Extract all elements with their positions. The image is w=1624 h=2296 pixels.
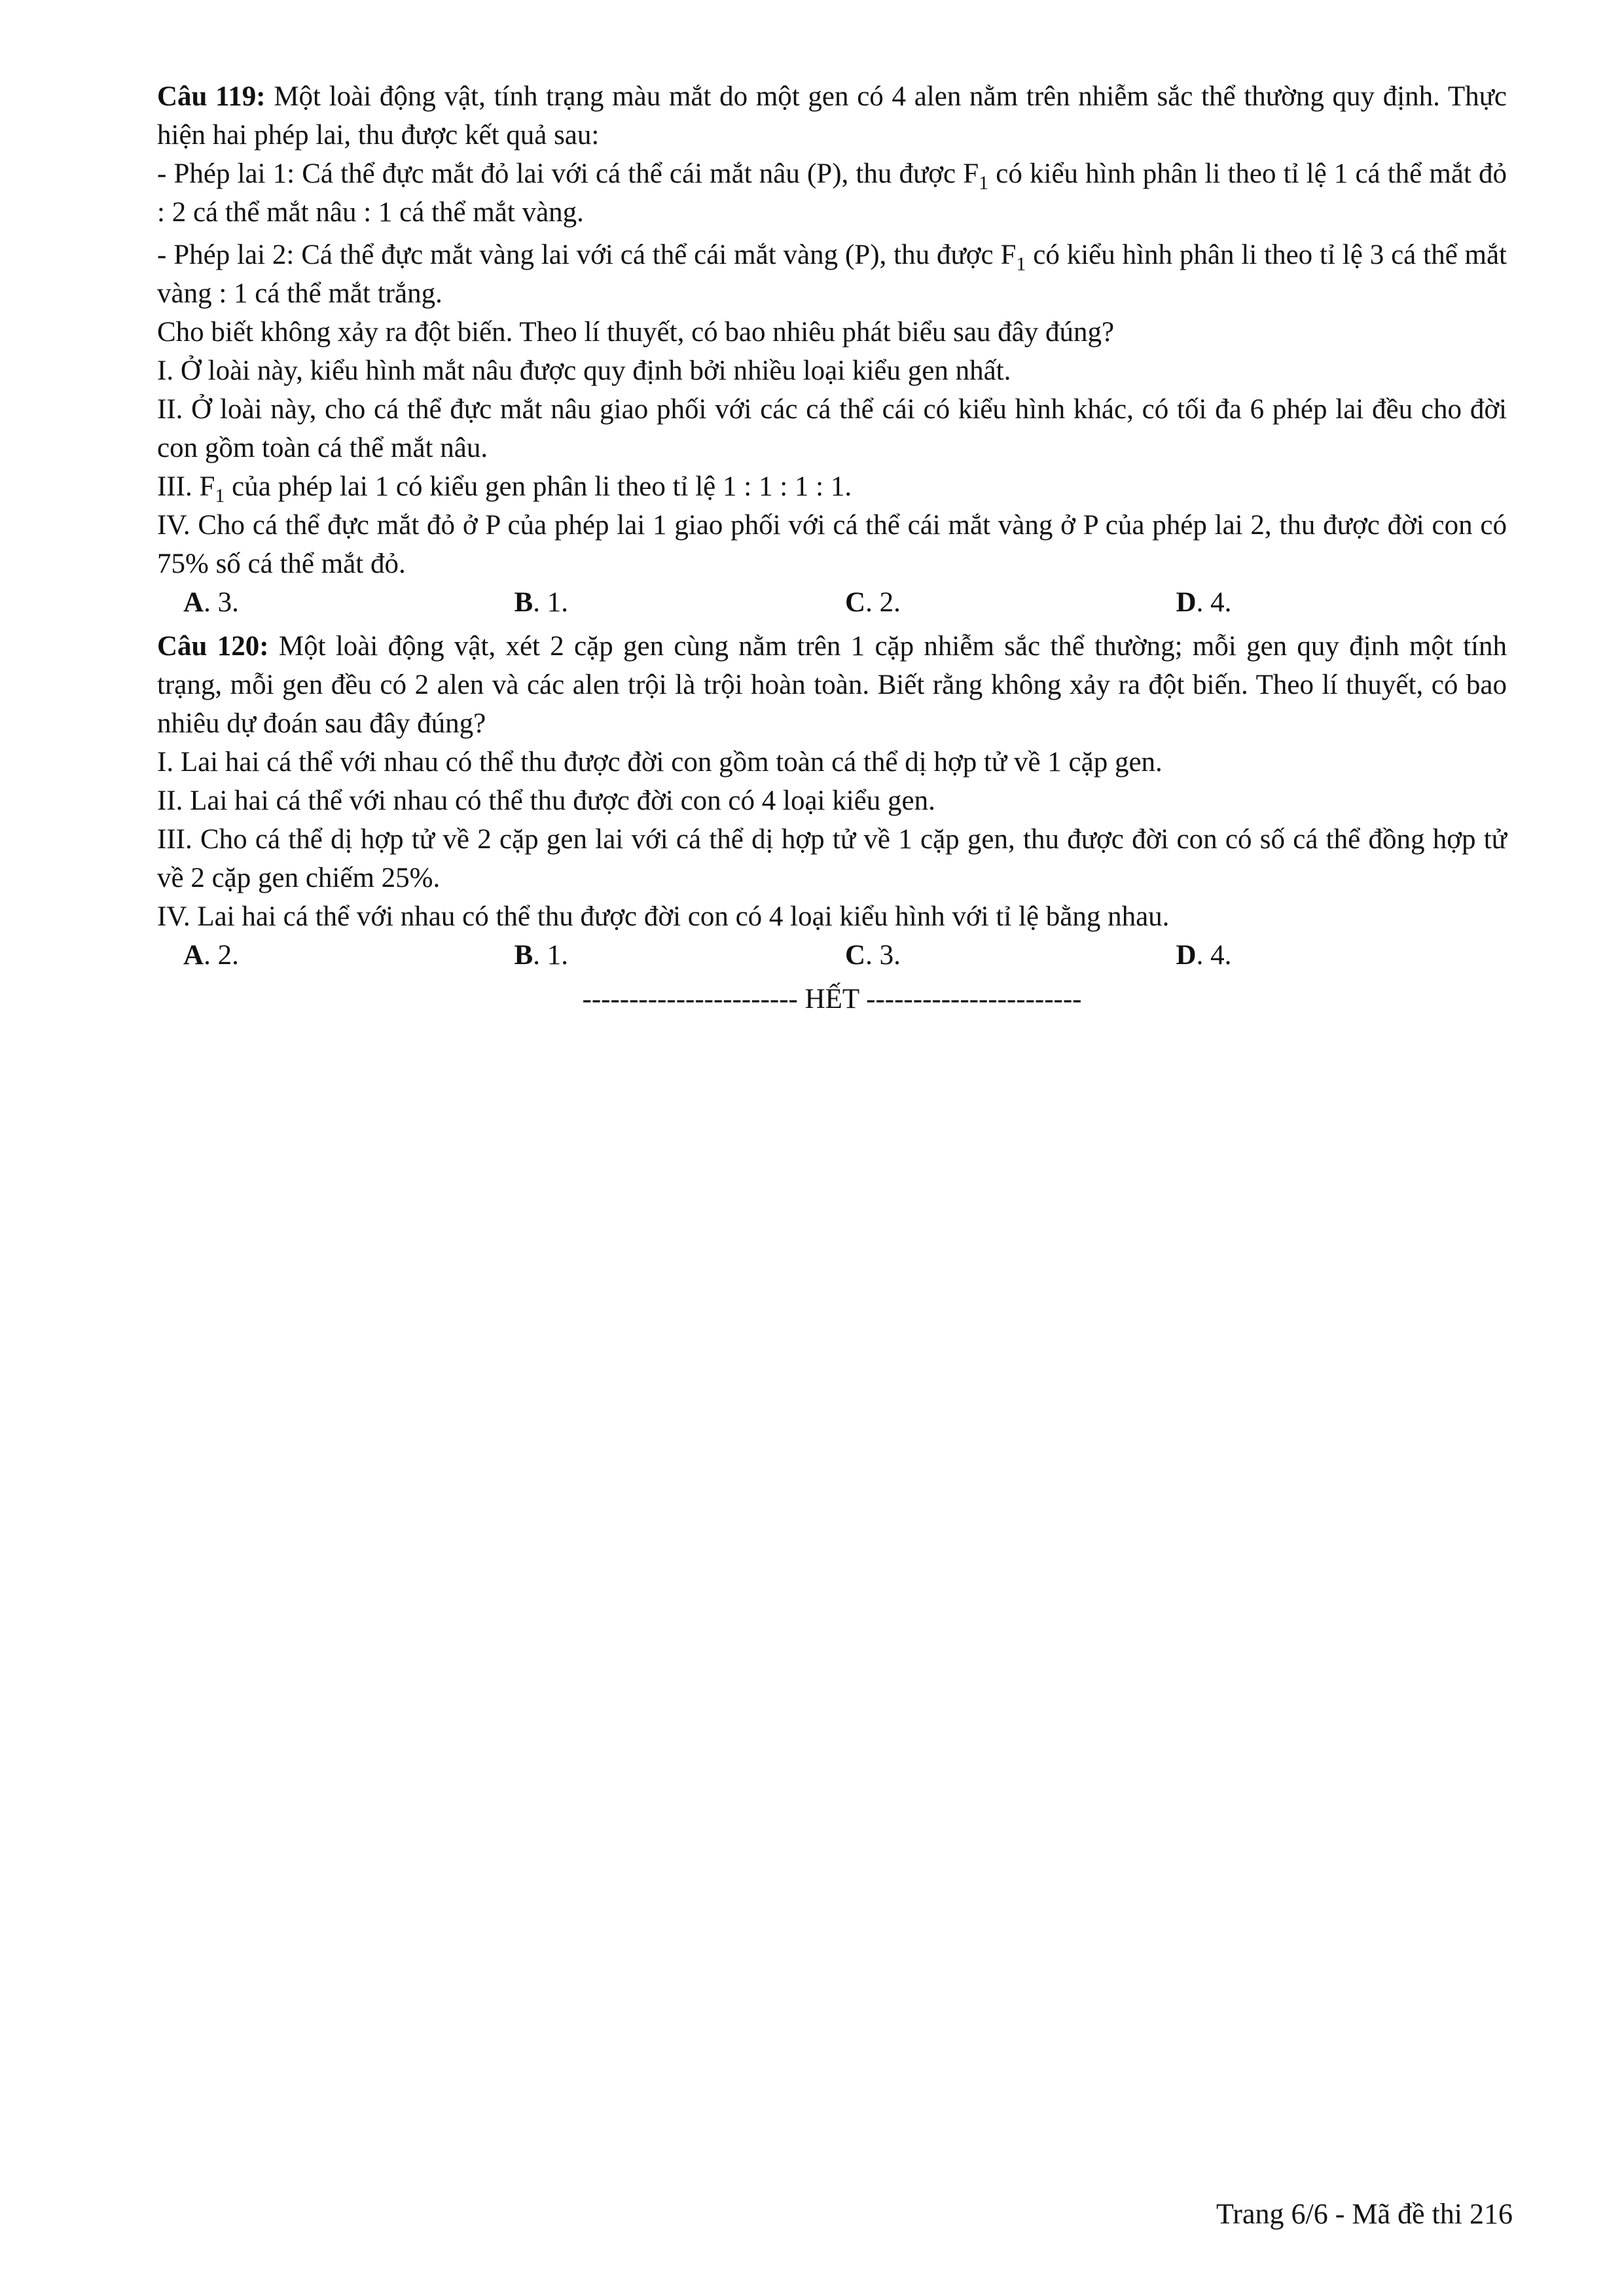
cross-1-text-start: - Phép lai 1: Cá thể đực mắt đỏ lai với cá thể cái mắt nâu (P), thu được F xyxy=(157,158,979,189)
page-footer: Trang 6/6 - Mã đề thi 216 xyxy=(1216,2198,1513,2230)
statement-120-2: II. Lai hai cá thể với nhau có thể thu được đời con có 4 loại kiểu gen. xyxy=(157,785,935,816)
statement-120-3: III. Cho cá thể dị hợp tử về 2 cặp gen lai với cá thể dị hợp tử về 1 cặp gen, thu được đời con có số cá thể đồng hợp tử về 2 cặp gen chiếm 25%. xyxy=(157,824,1507,893)
option-value: . 3. xyxy=(204,587,239,618)
option-value: . 2. xyxy=(865,587,901,618)
cross-2-description xyxy=(157,236,1507,313)
option-value: . 3. xyxy=(865,940,901,971)
question-120-intro xyxy=(157,627,1507,743)
question-119 xyxy=(157,77,1507,622)
question-119-heading: Câu 119: xyxy=(157,81,266,112)
statement-119-4: IV. Cho cá thể đực mắt đỏ ở P của phép lai 1 giao phối với cá thể cái mắt vàng ở P của phép lai 2, thu được đời con có 75% số cá thể mắt đỏ. xyxy=(157,510,1507,579)
cross-2-text-end: có kiểu hình phân li theo tỉ lệ 3 cá thể mắt vàng : 1 cá thể mắt trắng. xyxy=(157,240,1507,309)
option-b[interactable] xyxy=(514,583,846,622)
end-marker: ----------------------- HẾT ----------------------- xyxy=(582,984,1082,1014)
option-letter: A xyxy=(183,940,204,971)
statement-119-3-start: III. F xyxy=(157,471,215,502)
answer-options-120 xyxy=(157,936,1507,975)
statement-119-3-subscript: 1 xyxy=(215,485,225,507)
cross-1-subscript: 1 xyxy=(979,172,989,194)
cross-2-subscript: 1 xyxy=(1016,253,1026,275)
question-120-heading: Câu 120: xyxy=(157,631,269,662)
answer-options-119 xyxy=(157,583,1507,622)
option-b[interactable] xyxy=(514,936,846,975)
option-value: . 4. xyxy=(1196,587,1232,618)
option-letter: B xyxy=(514,940,533,971)
question-119-prompt: Cho biết không xảy ra đột biến. Theo lí thuyết, có bao nhiêu phát biểu sau đây đúng? xyxy=(157,317,1115,348)
option-letter: D xyxy=(1176,940,1197,971)
option-c[interactable] xyxy=(845,936,1176,975)
statement-119-2: II. Ở loài này, cho cá thể đực mắt nâu giao phối với các cá thể cái có kiểu hình khác, có tối đa 6 phép lai đều cho đời con gồm toàn cá thể mắt nâu. xyxy=(157,394,1507,463)
cross-1-text-end: có kiểu hình phân li theo tỉ lệ 1 cá thể mắt đỏ : 2 cá thể mắt nâu : 1 cá thể mắt vàng. xyxy=(157,158,1507,228)
option-letter: C xyxy=(845,587,866,618)
option-value: . 1. xyxy=(533,587,568,618)
option-d[interactable] xyxy=(1176,936,1507,975)
statement-120-4: IV. Lai hai cá thể với nhau có thể thu được đời con có 4 loại kiểu hình với tỉ lệ bằng nhau. xyxy=(157,901,1170,932)
option-a[interactable] xyxy=(183,583,514,622)
cross-1-description xyxy=(157,154,1507,232)
cross-2-text-start: - Phép lai 2: Cá thể đực mắt vàng lai với cá thể cái mắt vàng (P), thu được F xyxy=(157,240,1017,270)
exam-page-content xyxy=(157,77,1507,1018)
statement-120-1: I. Lai hai cá thể với nhau có thể thu được đời con gồm toàn cá thể dị hợp tử về 1 cặp gen. xyxy=(157,747,1163,778)
option-value: . 4. xyxy=(1196,940,1232,971)
question-120 xyxy=(157,627,1507,975)
question-119-intro xyxy=(157,77,1507,154)
option-a[interactable] xyxy=(183,936,514,975)
option-c[interactable] xyxy=(845,583,1176,622)
option-letter: D xyxy=(1176,587,1197,618)
statement-119-3 xyxy=(157,467,1507,506)
option-value: . 2. xyxy=(204,940,239,971)
statement-119-1: I. Ở loài này, kiểu hình mắt nâu được quy định bởi nhiều loại kiểu gen nhất. xyxy=(157,355,1011,386)
option-letter: A xyxy=(183,587,204,618)
question-119-intro-text: Một loài động vật, tính trạng màu mắt do một gen có 4 alen nằm trên nhiễm sắc thể thường quy định. Thực hiện hai phép lai, thu được kết quả sau: xyxy=(157,81,1507,151)
option-d[interactable] xyxy=(1176,583,1507,622)
option-letter: B xyxy=(514,587,533,618)
statement-119-3-end: của phép lai 1 có kiểu gen phân li theo tỉ lệ 1 : 1 : 1 : 1. xyxy=(225,471,852,502)
question-120-intro-text: Một loài động vật, xét 2 cặp gen cùng nằm trên 1 cặp nhiễm sắc thể thường; mỗi gen quy định một tính trạng, mỗi gen đều có 2 alen và các alen trội là trội hoàn toàn. Biết rằng không xảy ra đột biến. Theo lí thuyết, có bao nhiêu dự đoán sau đây đúng? xyxy=(157,631,1507,739)
option-letter: C xyxy=(845,940,866,971)
option-value: . 1. xyxy=(533,940,568,971)
